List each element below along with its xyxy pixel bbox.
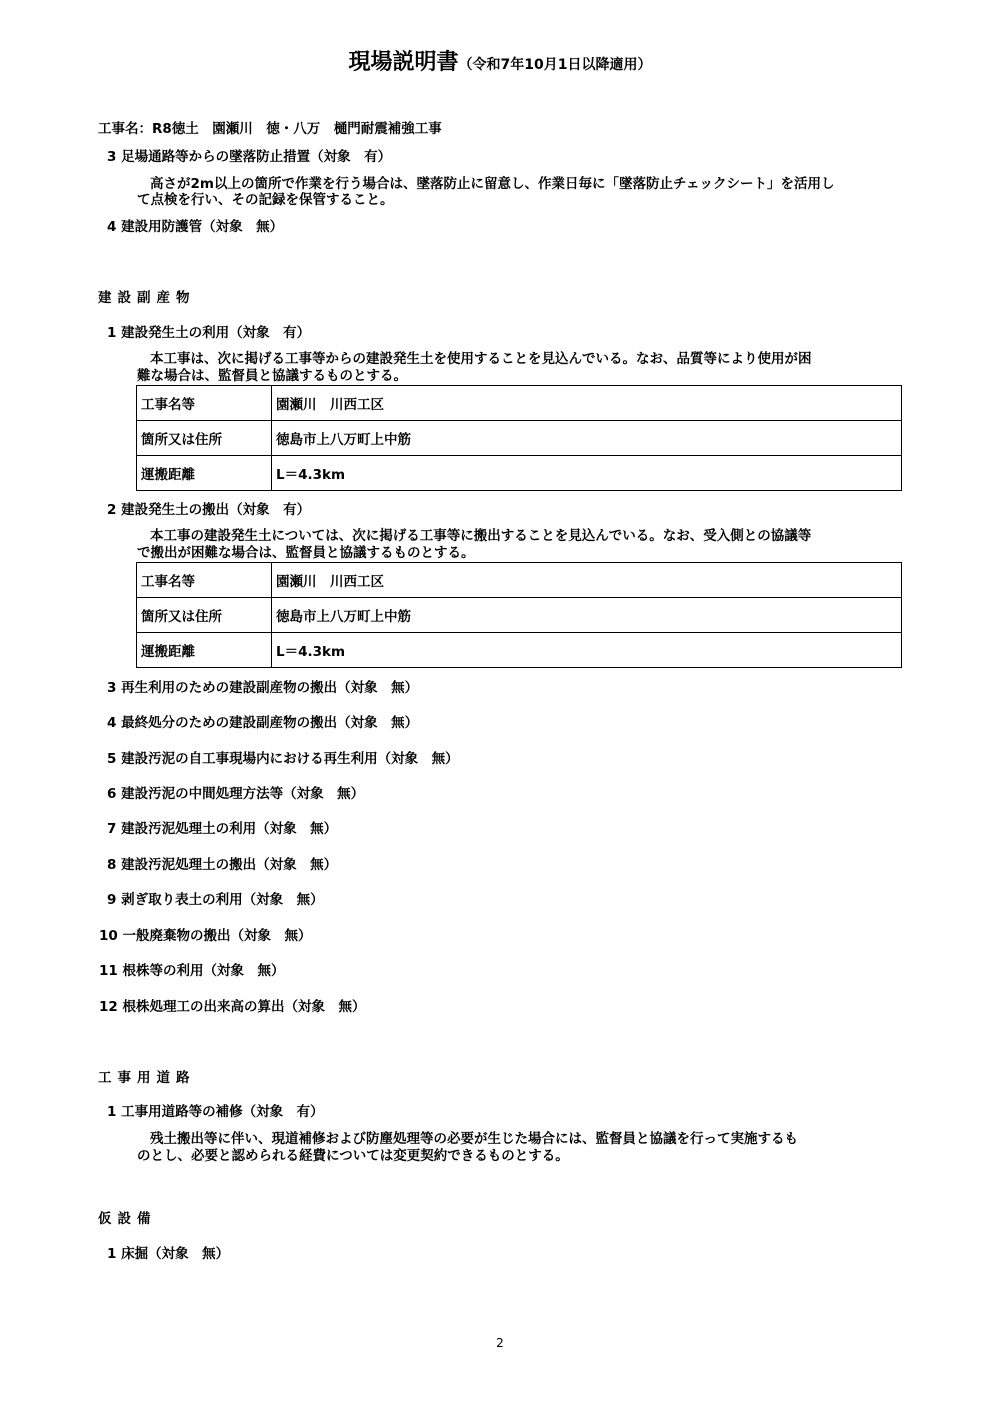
title-sub: （令和7年10月1日以降適用） [458, 57, 652, 73]
table-row [137, 633, 902, 668]
table-value: 園瀬川 川西工区 [272, 386, 902, 421]
list-item: 9 剥ぎ取り表土の利用（対象 無） [107, 892, 324, 908]
table-row [137, 598, 902, 633]
table-key: 工事名等 [137, 563, 272, 598]
safety-item-4: 4 建設用防護管（対象 無） [107, 219, 284, 235]
road-item-1-text-2: のとし、必要と認められる経費については変更契約できるものとする。 [137, 1148, 569, 1164]
safety-item-3-text-1: 高さが2m以上の箇所で作業を行う場合は、墜落防止に留意し、作業日毎に「墜落防止チェックシート」を活用し [150, 176, 835, 192]
road-item-1-text-1: 残土搬出等に伴い、現道補修および防塵処理等の必要が生じた場合には、監督員と協議を行って実施するも [150, 1131, 798, 1147]
table-row [137, 456, 902, 491]
table-value: 徳島市上八万町上中筋 [272, 421, 902, 456]
list-item: 8 建設汚泥処理土の搬出（対象 無） [107, 857, 338, 873]
list-item: 10 一般廃棄物の搬出（対象 無） [99, 928, 312, 944]
byproducts-item-1-text-2: 難な場合は、監督員と協議するものとする。 [137, 368, 407, 384]
section-heading-temporary: 仮設備 [98, 1211, 157, 1227]
byproducts-item-2-text-1: 本工事の建設発生土については、次に掲げる工事等に搬出することを見込んでいる。なお、受入側との協議等 [150, 528, 812, 544]
table-key: 箇所又は住所 [137, 598, 272, 633]
safety-item-3: 3 足場通路等からの墜落防止措置（対象 有） [107, 149, 392, 165]
table-key: 運搬距離 [137, 456, 272, 491]
list-item: 7 建設汚泥処理土の利用（対象 無） [107, 821, 338, 837]
list-item: 5 建設汚泥の自工事現場内における再生利用（対象 無） [107, 751, 459, 767]
list-item: 12 根株処理工の出来高の算出（対象 無） [99, 999, 366, 1015]
title-main: 現場説明書 [348, 50, 459, 75]
table-row [137, 421, 902, 456]
table-key: 箇所又は住所 [137, 421, 272, 456]
table-value: L＝4.3km [272, 633, 902, 668]
byproducts-item-1-text-1: 本工事は、次に掲げる工事等からの建設発生土を使用することを見込んでいる。なお、品質等により使用が困 [150, 351, 812, 367]
road-item-1: 1 工事用道路等の補修（対象 有） [107, 1104, 324, 1120]
section-heading-road: 工事用道路 [98, 1070, 196, 1086]
table-key: 運搬距離 [137, 633, 272, 668]
byproducts-item-1: 1 建設発生土の利用（対象 有） [107, 325, 311, 341]
safety-item-3-text-2: て点検を行い、その記録を保管すること。 [137, 192, 394, 208]
list-item: 6 建設汚泥の中間処理方法等（対象 無） [107, 786, 365, 802]
byproducts-item-2: 2 建設発生土の搬出（対象 有） [107, 502, 311, 518]
section-heading-byproducts: 建設副産物 [98, 290, 196, 306]
temporary-item-1: 1 床掘（対象 無） [107, 1246, 230, 1262]
table-row [137, 563, 902, 598]
byproducts-item-2-text-2: で搬出が困難な場合は、監督員と協議するものとする。 [137, 545, 475, 561]
page-title [0, 46, 1000, 82]
list-item: 11 根株等の利用（対象 無） [99, 963, 285, 979]
soil-use-table [136, 385, 902, 491]
table-key: 工事名等 [137, 386, 272, 421]
table-row [137, 386, 902, 421]
table-value: 園瀬川 川西工区 [272, 563, 902, 598]
table-value: 徳島市上八万町上中筋 [272, 598, 902, 633]
list-item: 4 最終処分のための建設副産物の搬出（対象 無） [107, 715, 419, 731]
page-number: 2 [496, 1336, 504, 1350]
table-value: L＝4.3km [272, 456, 902, 491]
list-item: 3 再生利用のための建設副産物の搬出（対象 無） [107, 680, 419, 696]
soil-export-table [136, 562, 902, 668]
project-name: 工事名：R8徳土 園瀬川 徳・八万 樋門耐震補強工事 [98, 121, 442, 137]
